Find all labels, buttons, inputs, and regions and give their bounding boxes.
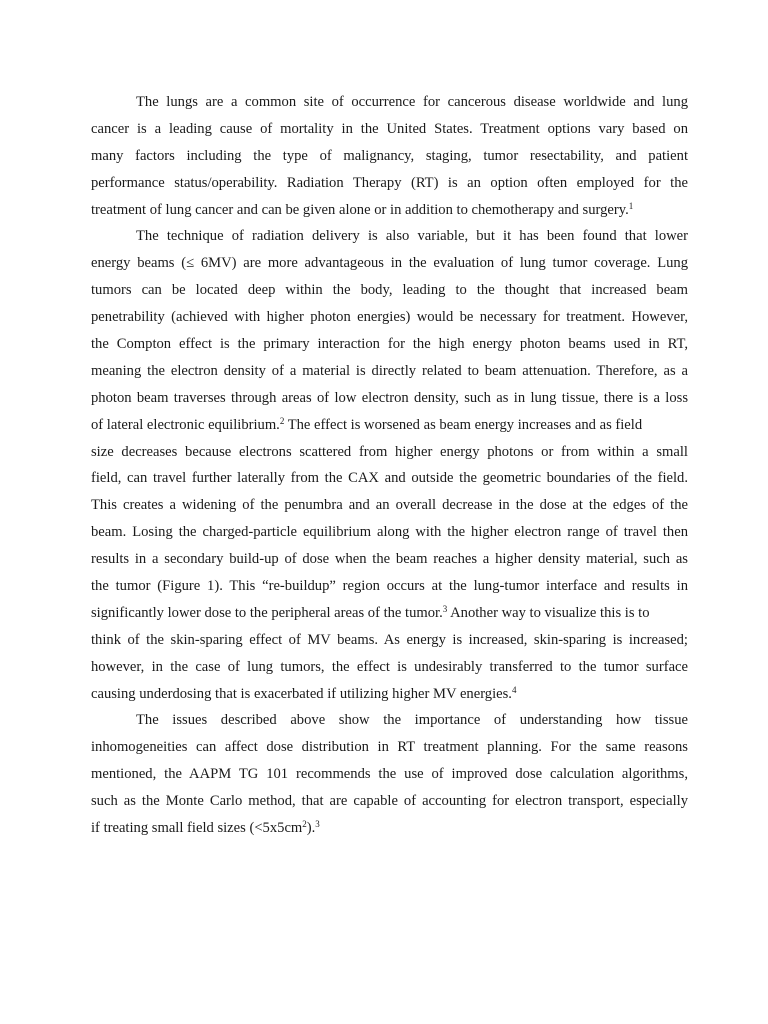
text-line: size decreases because electrons scattered from higher energy photons or from within a small <box>91 443 688 460</box>
text-line: the Compton effect is the primary interaction for the high energy photon beams used in RT, <box>91 336 688 353</box>
text-line: mentioned, the AAPM TG 101 recommends the use of improved dose calculation algorithms, <box>91 766 688 783</box>
text-line: tumors can be located deep within the body, leading to the thought that increased beam <box>91 282 688 299</box>
text-line: significantly lower dose to the peripheral areas of the tumor.$^3$ Another way to visualize this is to <box>91 603 650 621</box>
text-line: energy beams (≤ 6MV) are more advantageous in the evaluation of lung tumor coverage. Lung <box>91 255 688 272</box>
text-line: This creates a widening of the penumbra and an overall decrease in the dose at the edges of the <box>91 497 688 514</box>
text-line: however, in the case of lung tumors, the effect is undesirably transferred to the tumor surface <box>91 658 688 675</box>
citation-superscript: 2 <box>279 415 285 426</box>
text-line: The technique of radiation delivery is also variable, but it has been found that lower <box>136 228 688 245</box>
text-line: if treating small field sizes $(<5x5cm^2).^3$ <box>91 819 320 837</box>
text-line: The lungs are a common site of occurrence for cancerous disease worldwide and lung <box>136 94 688 110</box>
paragraph-2 <box>91 223 688 707</box>
text-line: results in a secondary build-up of dose when the beam reaches a higher density material, such as <box>91 551 688 568</box>
text-line: think of the skin-sparing effect of MV beams. As energy is increased, skin-sparing is increased; <box>91 631 688 648</box>
text-line: inhomogeneities can affect dose distribution in RT treatment planning. For the same reasons <box>91 739 688 756</box>
paragraph-1 <box>91 89 688 223</box>
paragraph-3 <box>91 707 688 841</box>
text-line: field, can travel further laterally from the CAX and outside the geometric boundaries of the field. <box>91 470 688 487</box>
text-line: meaning the electron density of a material is directly related to beam attenuation. Therefore, as a <box>91 362 688 379</box>
text-line: beam. Losing the charged-particle equilibrium along with the higher electron range of travel then <box>91 524 688 541</box>
text-line: The issues described above show the importance of understanding how tissue <box>136 712 688 729</box>
body-text <box>91 89 688 842</box>
unit-superscript: 2 <box>302 819 307 830</box>
text-line: of lateral electronic equilibrium.$^2$ The effect is worsened as beam energy increases and as field <box>91 415 643 433</box>
citation-superscript: 4 <box>511 684 517 695</box>
text-line: treatment of lung cancer and can be given alone or in addition to chemotherapy and surgery.$^1$ <box>91 200 634 218</box>
citation-superscript: 3 <box>315 819 320 830</box>
text-line: many factors including the type of malignancy, staging, tumor resectability, and patient <box>91 147 688 164</box>
text-line: such as the Monte Carlo method, that are capable of accounting for electron transport, especially <box>91 793 688 810</box>
text-line: causing underdosing that is exacerbated if utilizing higher MV energies.$^4$ <box>91 684 517 702</box>
citation-superscript: 3 <box>442 603 448 614</box>
citation-superscript: 1 <box>628 200 634 211</box>
text-line: photon beam traverses through areas of low electron density, such as in lung tissue, there is a loss <box>91 389 688 406</box>
text-line: penetrability (achieved with higher photon energies) would be necessary for treatment. However, <box>91 309 688 326</box>
text-line: the tumor (Figure 1). This “re-buildup” region occurs at the lung-tumor interface and results in <box>91 578 688 595</box>
text-line: performance status/operability. Radiation Therapy (RT) is an option often employed for the <box>91 174 688 191</box>
text-line: cancer is a leading cause of mortality in the United States. Treatment options vary based on <box>91 120 688 137</box>
